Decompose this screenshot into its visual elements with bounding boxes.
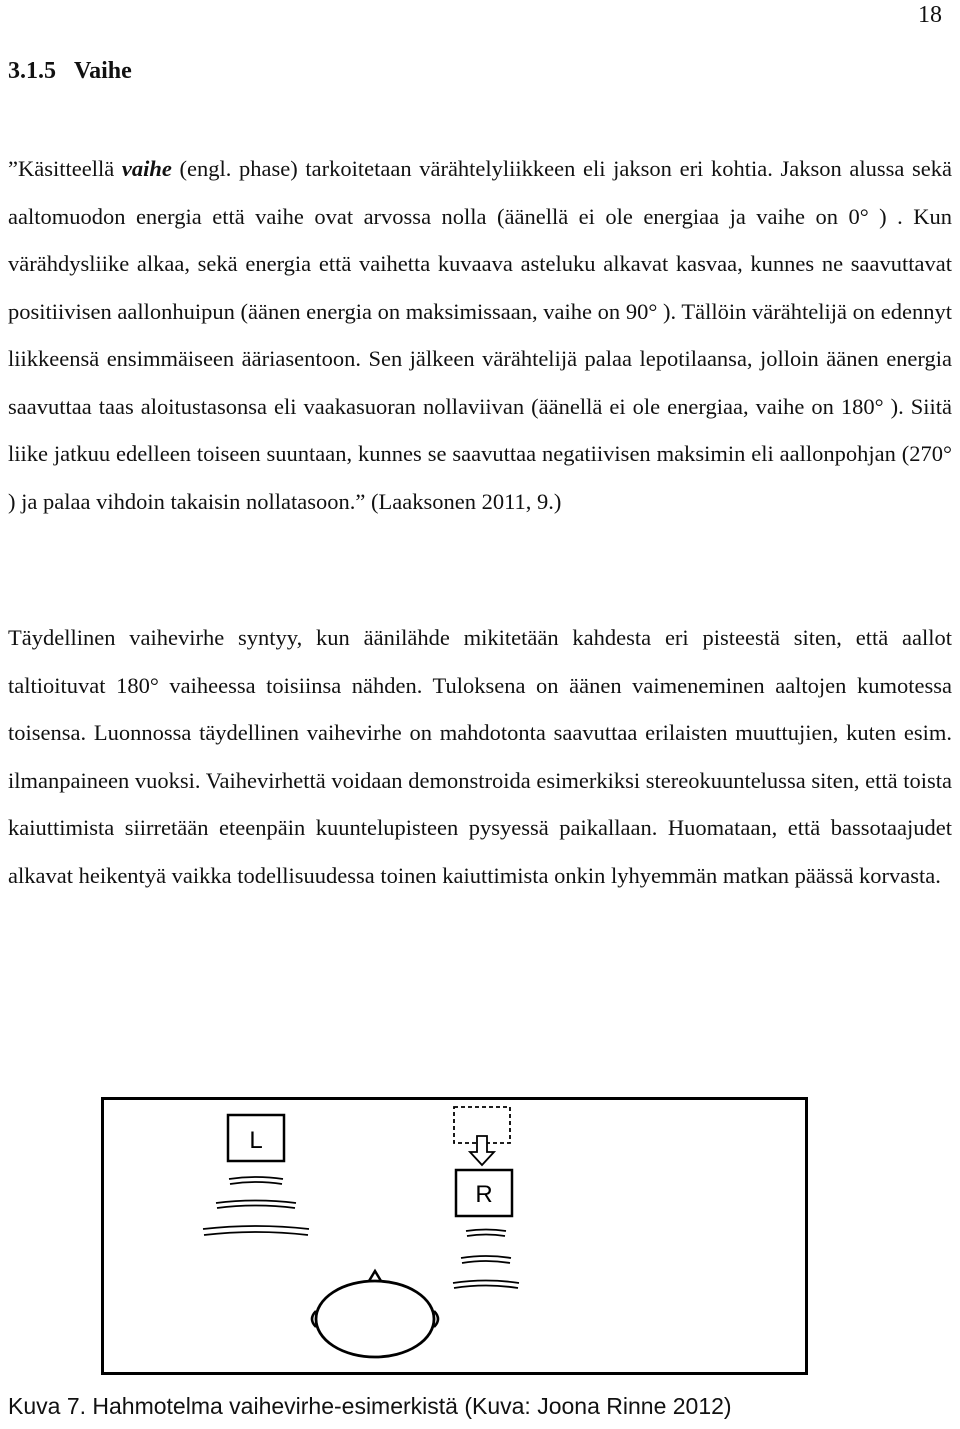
down-arrow-icon <box>470 1136 494 1165</box>
quote-paragraph <box>8 145 952 525</box>
left-sound-waves <box>203 1177 309 1235</box>
body-paragraph: Täydellinen vaihevirhe syntyy, kun äänilähde mikitetään kahdesta eri pisteestä siten, että aallot taltioituvat 180° vaiheessa toisiinsa nähden. Tuloksena on äänen vaimeneminen aaltojen kumotessa toisensa. Luonnossa täydellinen vaihevirhe on mahdotonta saavuttaa erilaisten muuttujien, kuten esim. ilmanpaineen vuoksi. Vaihevirhettä voidaan demonstroida esimerkiksi stereokuuntelussa siten, että toista kaiuttimista siirretään eteenpäin kuuntelupisteen pysyessä paikallaan. Huomataan, että bassotaajudet alkavat heikentyä vaikka todellisuudessa toinen kaiuttimista onkin lyhyemmän matkan päässä korvasta. <box>8 625 952 888</box>
phase-error-figure <box>101 1097 808 1375</box>
section-title: Vaihe <box>74 58 132 84</box>
figure-caption: Kuva 7. Hahmotelma vaihevirhe-esimerkistä (Kuva: Joona Rinne 2012) <box>8 1393 732 1419</box>
quote-text-rest: (engl. phase) tarkoitetaan värähtelyliikkeen eli jakson eri kohtia. Jakson alussa sekä aaltomuodon energia että vaihe ovat arvossa nolla (äänellä ei ole energiaa ja vaihe on 0° ) . Kun värähdysliike alkaa, sekä energia että vaihetta kuvaava asteluku alkavat kasvaa, kunnes ne saavuttavat positiivisen aallonhuipun (äänen energia on maksimissaan, vaihe on 90° ). Tällöin värähtelijä on edennyt liikkeensä ensimmäiseen ääriasentoon. Sen jälkeen värähtelijä palaa lepotilaansa, jolloin äänen energia saavuttaa taas aloitustasonsa eli vaakasuoran nollaviivan (äänellä ei ole energiaa, vaihe on 180° ). Siitä liike jatkuu edelleen toiseen suuntaan, kunnes se saavuttaa negatiivisen maksimin eli aallonpohjan (270° ) ja palaa vihdoin takaisin nollatasoon.” (Laaksonen 2011, 9.) <box>8 156 952 514</box>
figure-border <box>103 1099 807 1374</box>
quote-text-start: ”Käsitteellä <box>8 156 122 181</box>
right-speaker-label: R <box>475 1181 493 1208</box>
listener-head-icon <box>312 1271 438 1357</box>
section-number: 3.1.5 <box>8 58 56 84</box>
right-sound-waves <box>453 1230 519 1289</box>
term-vaihe: vaihe <box>121 156 172 181</box>
left-speaker-label: L <box>249 1127 263 1154</box>
section-heading <box>8 58 132 85</box>
page-number: 18 <box>918 2 942 28</box>
